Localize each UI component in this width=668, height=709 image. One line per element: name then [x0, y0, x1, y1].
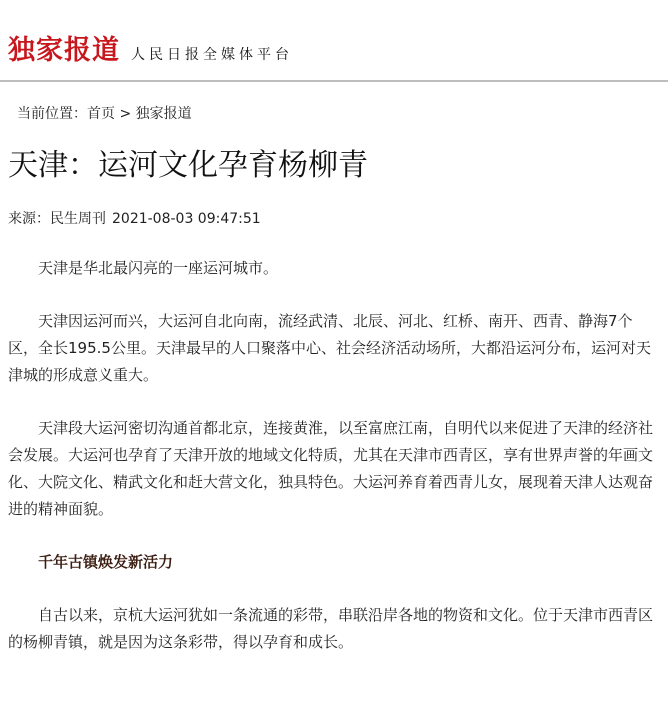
- site-header: [0, 0, 668, 82]
- article-paragraph: 天津是华北最闪亮的一座运河城市。: [38, 259, 279, 277]
- article-paragraph: 天津因运河而兴，大运河自北向南，流经武清、北辰、河北、红桥、南开、西青、静海7个区，全长195.5公里。天津最早的人口聚落中心、社会经济活动场所，大都沿运河分布，运河对天津城的形成意义重大。: [8, 312, 651, 384]
- article-title: 天津：运河文化孕育杨柳青: [8, 148, 368, 183]
- article-source: 来源：民生周刊: [8, 211, 106, 227]
- breadcrumb-home-link[interactable]: 首页: [87, 106, 115, 122]
- brand-logo-text[interactable]: 独家报道: [8, 35, 120, 66]
- article-paragraph: 天津段大运河密切沟通首都北京，连接黄淮，以至富庶江南，自明代以来促进了天津的经济社会发展。大运河也孕育了天津开放的地域文化特质，尤其在天津市西青区，享有世界声誉的年画文化、大院文化、精武文化和赶大营文化，独具特色。大运河养育着西青儿女，展现着天津人达观奋进的精神面貌。: [8, 419, 654, 518]
- article-paragraph: 自古以来，京杭大运河犹如一条流通的彩带，串联沿岸各地的物资和文化。位于天津市西青区的杨柳青镇，就是因为这条彩带，得以孕育和成长。: [8, 606, 654, 651]
- breadcrumb-current-link[interactable]: 独家报道: [135, 106, 192, 122]
- article-subheading: 千年古镇焕发新活力: [38, 553, 174, 571]
- breadcrumb-separator: >: [119, 106, 132, 122]
- article-meta: [8, 208, 261, 228]
- breadcrumb-prefix: 当前位置：: [17, 106, 87, 122]
- article-date: 2021-08-03 09:47:51: [112, 211, 261, 227]
- brand-tagline: 人民日报全媒体平台: [131, 47, 293, 63]
- breadcrumb: [17, 103, 192, 123]
- article-body: [8, 255, 660, 656]
